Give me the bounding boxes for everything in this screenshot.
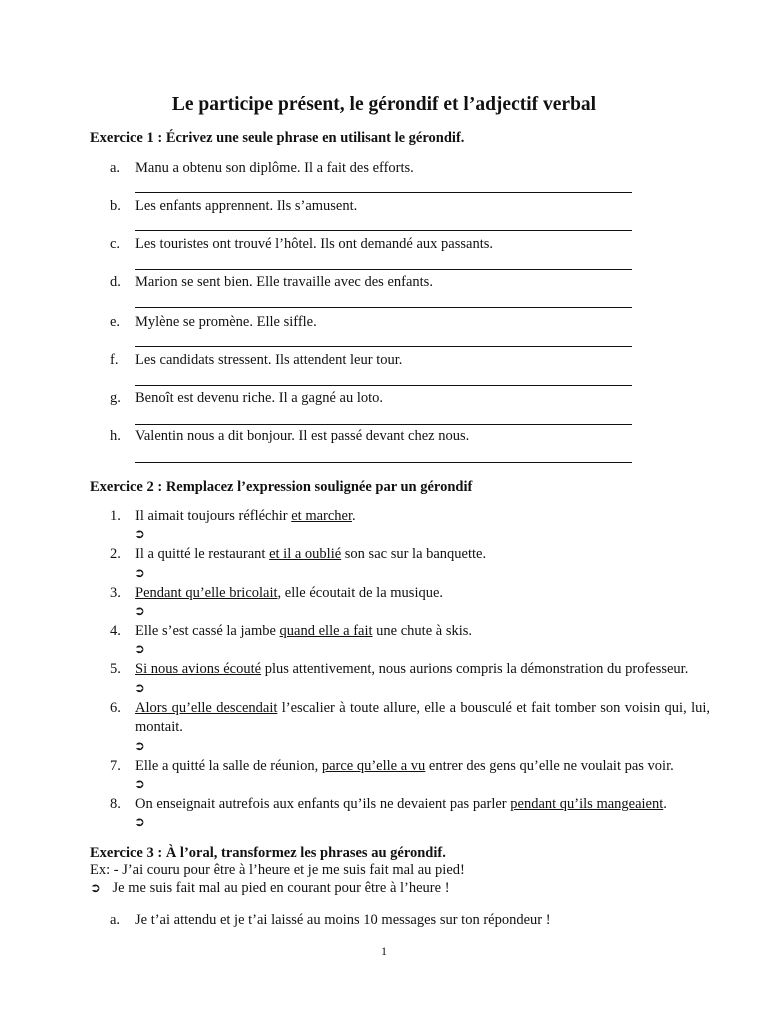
- item-marker: 5.: [110, 661, 121, 677]
- item-text: Les candidats stressent. Ils attendent leur tour.: [135, 352, 403, 368]
- exercise-1-heading: Exercice 1 : Écrivez une seule phrase en utilisant le gérondif.: [90, 130, 465, 146]
- underlined-expression: Alors qu’elle descendait: [135, 700, 278, 716]
- answer-line[interactable]: [135, 230, 632, 231]
- answer-arrow-icon: ➲: [90, 881, 101, 896]
- item-marker: 1.: [110, 508, 121, 524]
- item-text: Il aimait toujours réfléchir et marcher.: [135, 508, 356, 524]
- item-text: Les touristes ont trouvé l’hôtel. Ils ont demandé aux passants.: [135, 236, 493, 252]
- answer-arrow-icon: ➲: [134, 642, 145, 657]
- answer-arrow-icon: ➲: [134, 604, 145, 619]
- item-marker: g.: [110, 390, 121, 406]
- exercise-3-answer: [90, 880, 450, 897]
- example-answer-text: Je me suis fait mal au pied en courant pour être à l’heure !: [112, 880, 450, 896]
- underlined-expression: et marcher: [291, 508, 353, 524]
- underlined-expression: Pendant qu’elle bricolait: [135, 585, 278, 601]
- exercise-2-heading: Exercice 2 : Remplacez l’expression soulignée par un gérondif: [90, 479, 473, 495]
- item-text: Les enfants apprennent. Ils s’amusent.: [135, 198, 358, 214]
- answer-arrow-icon: ➲: [134, 815, 145, 830]
- item-text: Marion se sent bien. Elle travaille avec des enfants.: [135, 274, 433, 290]
- answer-arrow-icon: ➲: [134, 739, 145, 754]
- item-marker: 3.: [110, 585, 121, 601]
- item-text: Mylène se promène. Elle siffle.: [135, 314, 317, 330]
- item-marker: 4.: [110, 623, 121, 639]
- item-text: Elle s’est cassé la jambe quand elle a fait une chute à skis.: [135, 623, 473, 639]
- item-marker: 2.: [110, 546, 121, 562]
- item-text: Elle a quitté la salle de réunion, parce qu’elle a vu entrer des gens qu’elle ne voulait pas voir.: [135, 758, 674, 774]
- item-marker: f.: [110, 352, 119, 368]
- item-marker: h.: [110, 428, 121, 444]
- answer-line[interactable]: [135, 307, 632, 308]
- answer-line[interactable]: [135, 462, 632, 463]
- page-number: 1: [381, 944, 387, 958]
- item-text: Manu a obtenu son diplôme. Il a fait des efforts.: [135, 160, 414, 176]
- item-marker: 8.: [110, 796, 121, 812]
- item-marker: a.: [110, 912, 121, 928]
- item-text: Pendant qu’elle bricolait, elle écoutait de la musique.: [135, 585, 444, 601]
- answer-arrow-icon: ➲: [134, 777, 145, 792]
- exercise-3-example: Ex: - J’ai couru pour être à l’heure et je me suis fait mal au pied!: [90, 862, 465, 878]
- item-text: On enseignait autrefois aux enfants qu’ils ne devaient pas parler pendant qu’ils mangeaient.: [135, 796, 667, 812]
- answer-line[interactable]: [135, 269, 632, 270]
- underlined-expression: parce qu’elle a vu: [321, 758, 426, 774]
- answer-line[interactable]: [135, 192, 632, 193]
- underlined-expression: quand elle a fait: [279, 623, 373, 639]
- answer-arrow-icon: ➲: [134, 527, 145, 542]
- item-text: Il a quitté le restaurant et il a oublié son sac sur la banquette.: [135, 546, 487, 562]
- item-marker: c.: [110, 236, 121, 252]
- answer-line[interactable]: [135, 424, 632, 425]
- answer-arrow-icon: ➲: [134, 681, 145, 696]
- item-marker: 7.: [110, 758, 121, 774]
- item-text: Je t’ai attendu et je t’ai laissé au moins 10 messages sur ton répondeur !: [135, 912, 551, 928]
- exercise-3-heading: Exercice 3 : À l’oral, transformez les phrases au gérondif.: [90, 845, 446, 861]
- item-text: Alors qu’elle descendait l’escalier à toute allure, elle a bousculé et fait tomber son voisin qui, lui, montait.: [135, 700, 711, 735]
- item-marker: d.: [110, 274, 121, 290]
- answer-line[interactable]: [135, 346, 632, 347]
- item-marker: b.: [110, 198, 121, 214]
- answer-arrow-icon: ➲: [134, 566, 145, 581]
- item-marker: 6.: [110, 700, 121, 716]
- item-marker: a.: [110, 160, 121, 176]
- item-text: Benoît est devenu riche. Il a gagné au loto.: [135, 390, 384, 406]
- item-text: Si nous avions écouté plus attentivement, nous aurions compris la démonstration du professeur.: [135, 661, 689, 677]
- underlined-expression: Si nous avions écouté: [135, 661, 262, 677]
- item-marker: e.: [110, 314, 121, 330]
- item-text: Valentin nous a dit bonjour. Il est passé devant chez nous.: [135, 428, 470, 444]
- underlined-expression: pendant qu’ils mangeaient: [510, 796, 664, 812]
- underlined-expression: et il a oublié: [269, 546, 342, 562]
- answer-line[interactable]: [135, 385, 632, 386]
- page-title: Le participe présent, le gérondif et l’adjectif verbal: [171, 94, 597, 115]
